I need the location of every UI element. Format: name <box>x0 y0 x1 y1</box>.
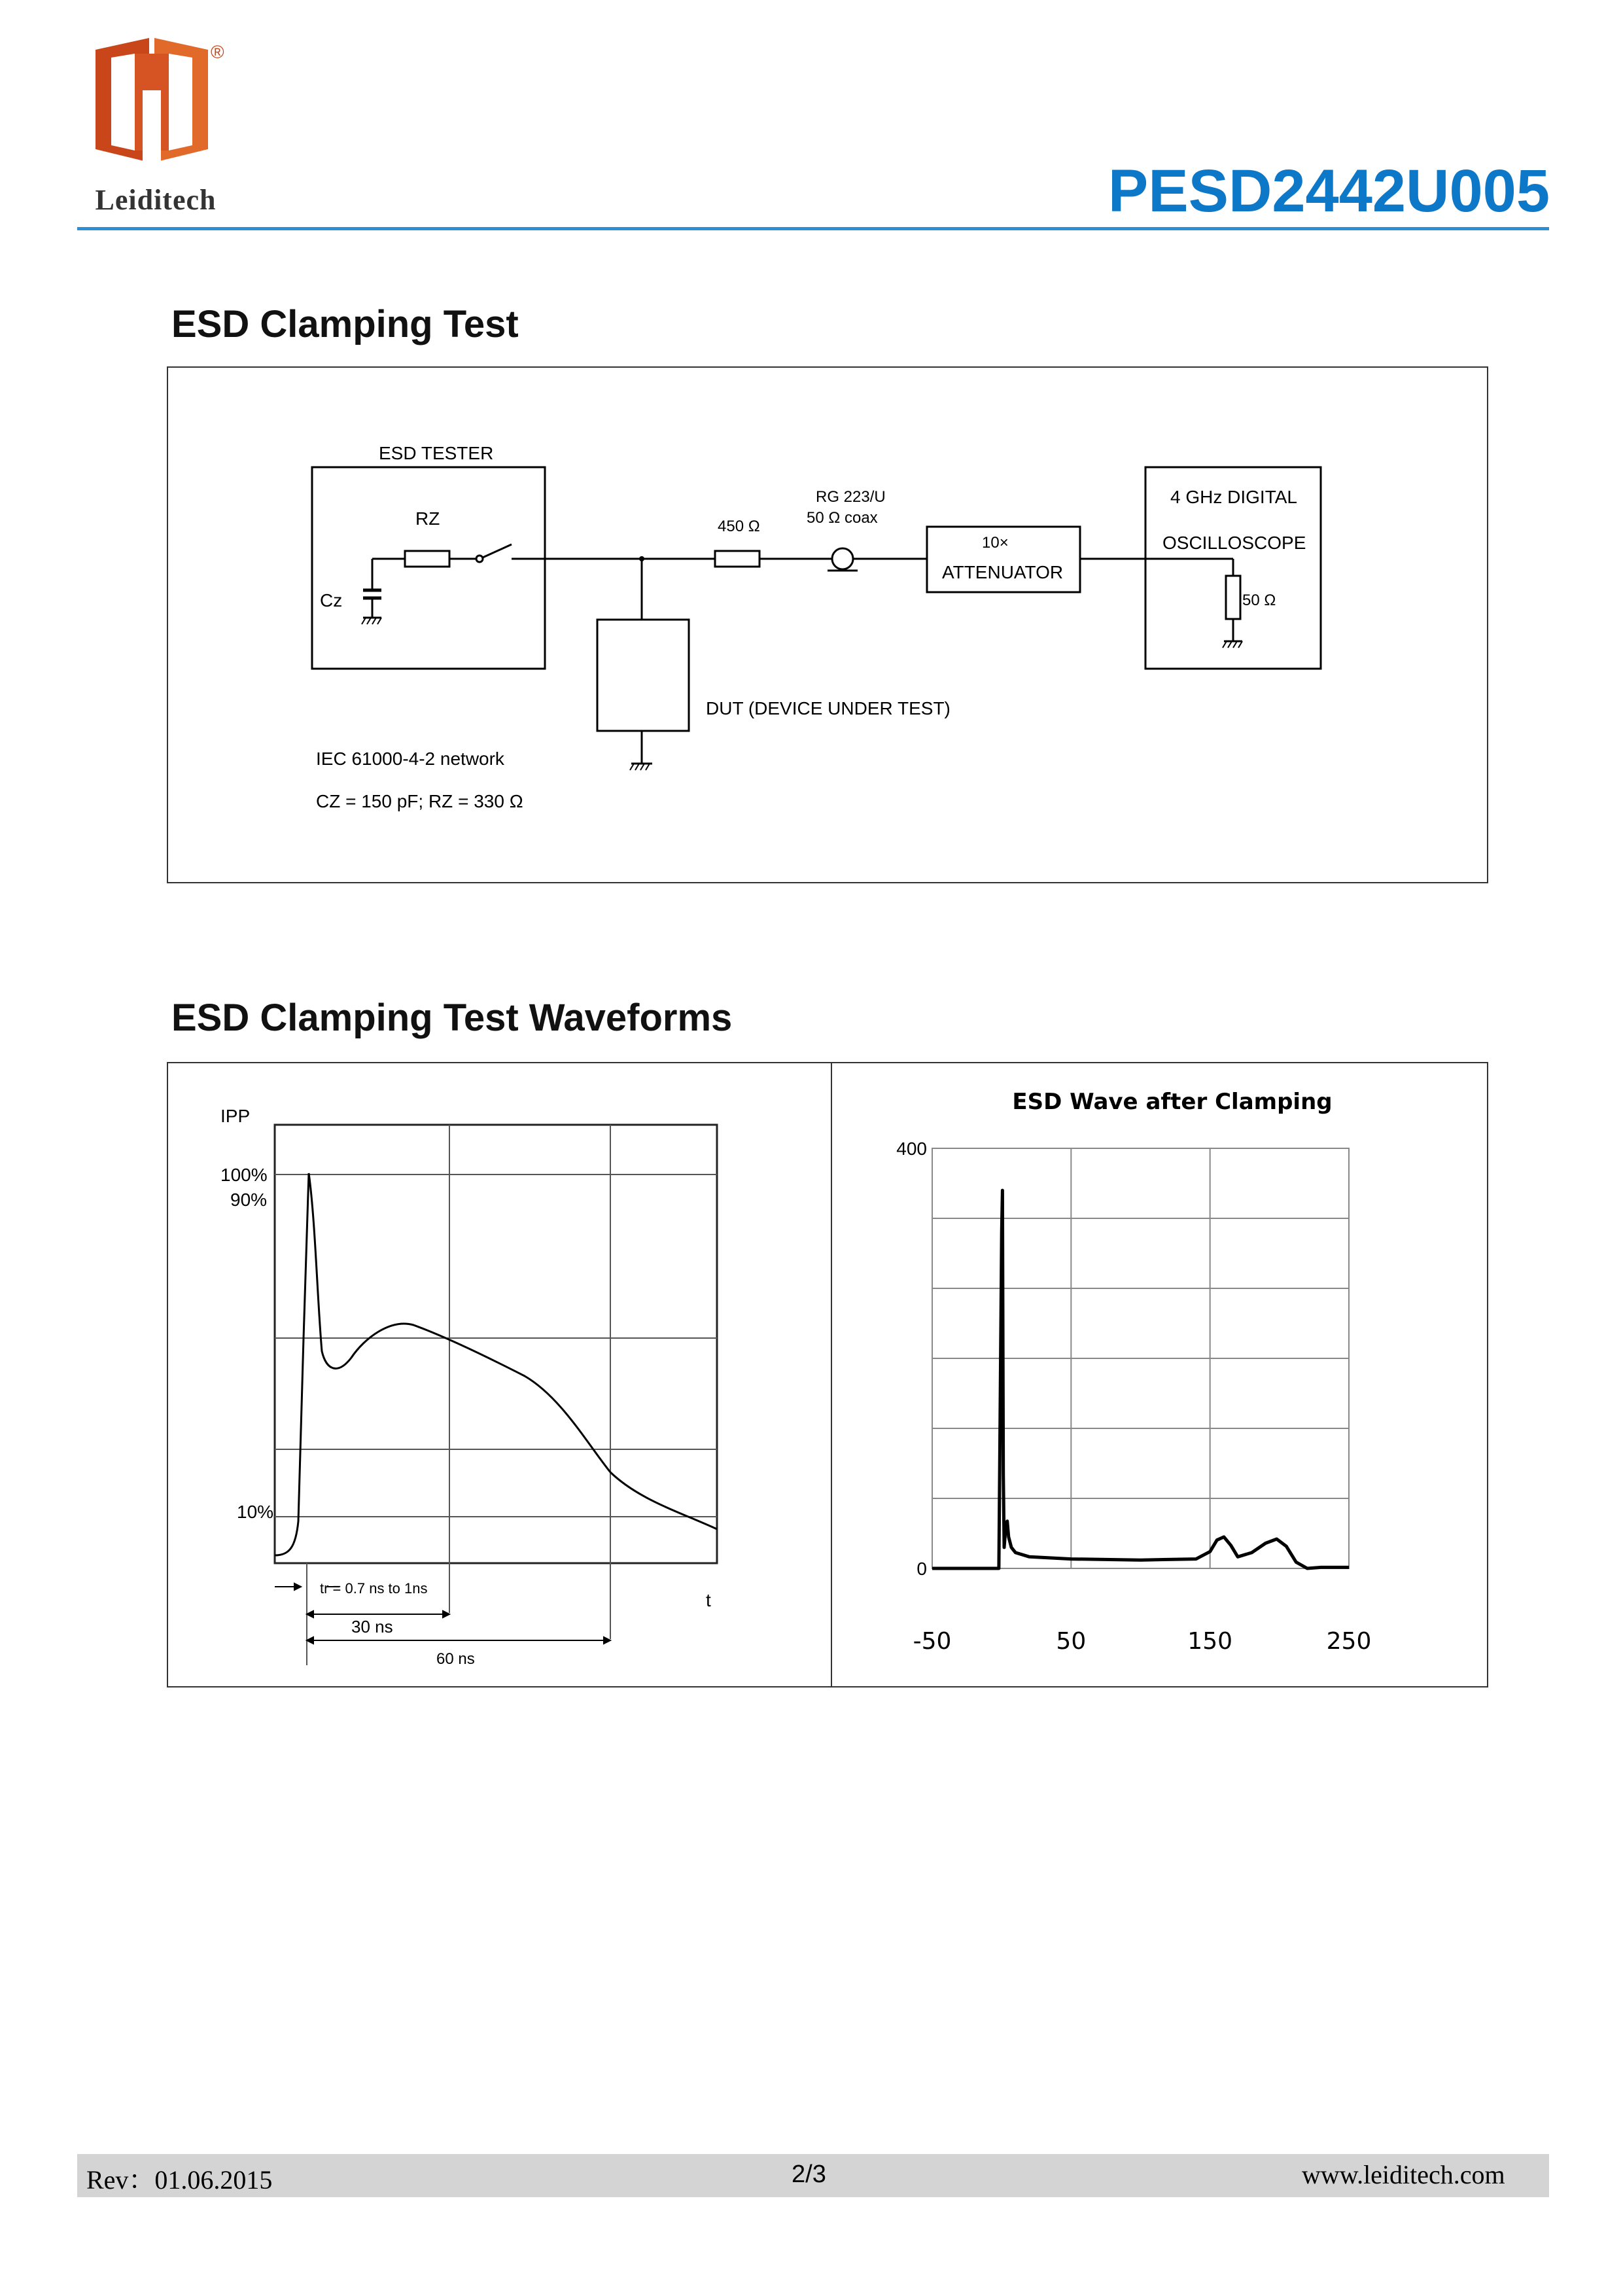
t60-label: 60 ns <box>436 1650 475 1668</box>
oscilloscope-label: OSCILLOSCOPE <box>1162 533 1306 553</box>
section-title-waveforms: ESD Clamping Test Waveforms <box>171 997 733 1039</box>
dut-label: DUT (DEVICE UNDER TEST) <box>706 698 951 718</box>
r450-label: 450 Ω <box>718 518 760 535</box>
network-standard-label: IEC 61000-4-2 network <box>316 749 504 769</box>
part-number: PESD2442U005 <box>1108 158 1550 224</box>
x-tick-label: 150 <box>1187 1628 1233 1655</box>
tester-switch <box>483 544 512 557</box>
scope-resistor-label: 50 Ω <box>1242 592 1276 609</box>
t30-label: 30 ns <box>351 1617 393 1636</box>
scope-resistor <box>1226 576 1240 619</box>
clamping-test-panel <box>167 366 1488 883</box>
pct-10-label: 10% <box>237 1502 274 1522</box>
chart-grid <box>932 1148 1349 1568</box>
scope-bandwidth-label: 4 GHz DIGITAL <box>1170 487 1297 507</box>
pct-90-label: 90% <box>230 1190 268 1210</box>
network-values-label: CZ = 150 pF; RZ = 330 Ω <box>316 791 523 811</box>
attenuator-label: ATTENUATOR <box>942 562 1064 582</box>
chart-tick-labels <box>896 1139 1371 1655</box>
chart-series <box>932 1190 1349 1568</box>
rz-resistor <box>405 551 449 567</box>
ipp-label: IPP <box>220 1106 251 1126</box>
coax-connector <box>832 548 853 569</box>
registered-mark: ® <box>211 42 224 62</box>
waveforms-panel <box>167 1062 1488 1687</box>
dut-box <box>597 620 689 731</box>
series-line-clamped-voltage <box>932 1190 1349 1568</box>
x-tick-label: 50 <box>1056 1628 1087 1655</box>
pct-100-label: 100% <box>220 1165 268 1185</box>
y-tick-label: 400 <box>896 1139 927 1159</box>
y-tick-label: 0 <box>916 1559 927 1579</box>
x-tick-label: -50 <box>913 1628 952 1655</box>
header-rule <box>77 227 1549 230</box>
attenuator-ratio-label: 10× <box>982 534 1009 552</box>
rz-label: RZ <box>415 508 440 529</box>
esd-tester-label: ESD TESTER <box>379 443 494 463</box>
coax-impedance-label: 50 Ω coax <box>807 509 878 527</box>
esd-tester-box <box>312 467 545 669</box>
footer-website[interactable]: www.leiditech.com <box>1302 2160 1505 2189</box>
page-number: 2/3 <box>792 2161 826 2188</box>
iec-pulse-curve <box>275 1173 717 1555</box>
coax-type-label: RG 223/U <box>816 488 886 506</box>
logo-text: Leiditech <box>95 184 217 216</box>
cz-label: Cz <box>320 590 343 610</box>
test-circuit-diagram <box>168 368 1487 882</box>
t-axis-label: t <box>706 1590 711 1610</box>
clamped-wave-chart <box>832 1063 1486 1686</box>
iec-pulse-chart <box>168 1063 830 1686</box>
chart-title: ESD Wave after Clamping <box>1012 1089 1333 1115</box>
x-tick-label: 250 <box>1326 1628 1372 1655</box>
section-title-clamping-test: ESD Clamping Test <box>171 303 519 345</box>
resistor-450 <box>715 551 759 567</box>
rise-time-label: tr = 0.7 ns to 1ns <box>320 1580 428 1597</box>
revision-date: Rev：01.06.2015 <box>86 2165 273 2195</box>
